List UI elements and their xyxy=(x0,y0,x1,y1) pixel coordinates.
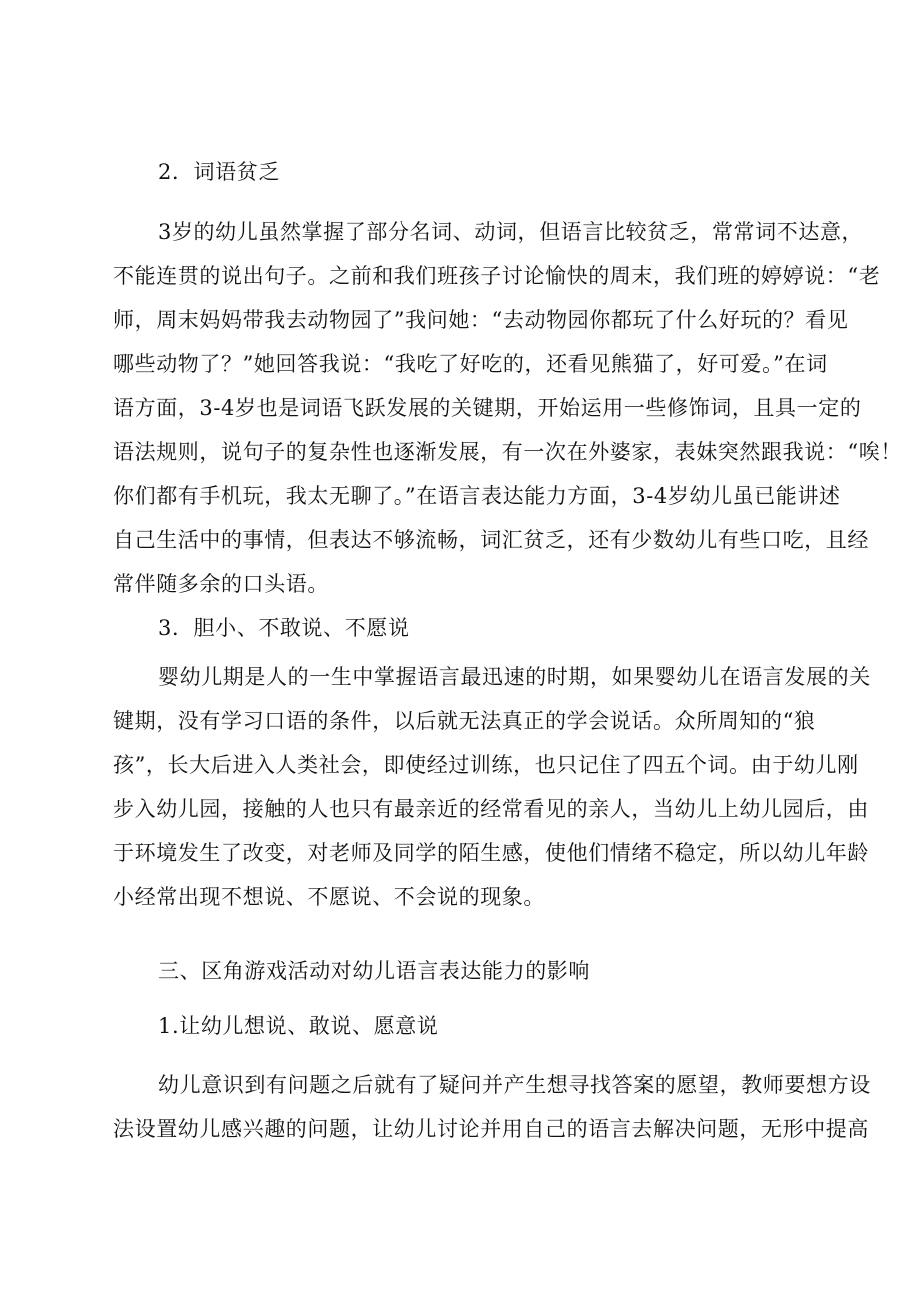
subsection-heading-willing: 1.让幼儿想说、敢说、愿意说 xyxy=(158,1014,439,1038)
paragraph-line: 小经常出现不想说、不愿说、不会说的现象。 xyxy=(113,885,545,909)
paragraph-line: 哪些动物了？”她回答我说：“我吃了好吃的，还看见熊猫了，好可爱。”在词 xyxy=(113,352,828,376)
paragraph-line: 步入幼儿园，接触的人也只有最亲近的经常看见的亲人，当幼儿上幼儿园后，由 xyxy=(113,797,869,821)
paragraph-line: 语法规则，说句子的复杂性也逐渐发展，有一次在外婆家，表妹突然跟我说：“唉！ xyxy=(113,440,902,464)
paragraph-line: 孩”，长大后进入人类社会，即使经过训练，也只记住了四五个词。由于幼儿刚 xyxy=(113,753,859,777)
paragraph-line: 于环境发生了改变，对老师及同学的陌生感，使他们情绪不稳定，所以幼儿年龄 xyxy=(113,841,869,865)
paragraph-line: 法设置幼儿感兴趣的问题，让幼儿讨论并用自己的语言去解决问题，无形中提高 xyxy=(113,1117,869,1141)
paragraph-line: 你们都有手机玩，我太无聊了。”在语言表达能力方面，3-4岁幼儿虽已能讲述 xyxy=(113,484,841,508)
section-heading-vocabulary: 2．词语贫乏 xyxy=(158,160,280,184)
paragraph-line: 键期，没有学习口语的条件，以后就无法真正的学会说话。众所周知的“狼 xyxy=(113,709,816,733)
paragraph-line: 幼儿意识到有问题之后就有了疑问并产生想寻找答案的愿望，教师要想方设 xyxy=(158,1073,871,1097)
paragraph-line: 婴幼儿期是人的一生中掌握语言最迅速的时期，如果婴幼儿在语言发展的关 xyxy=(158,665,871,689)
paragraph-line: 语方面，3-4岁也是词语飞跃发展的关键期，开始运用一些修饰词，且具一定的 xyxy=(113,396,862,420)
chapter-heading-influence: 三、区角游戏活动对幼儿语言表达能力的影响 xyxy=(158,959,590,983)
paragraph-line: 3岁的幼儿虽然掌握了部分名词、动词，但语言比较贫乏，常常词不达意， xyxy=(158,220,864,244)
paragraph-line: 自己生活中的事情，但表达不够流畅，词汇贫乏，还有少数幼儿有些口吃，且经 xyxy=(113,528,869,552)
section-heading-timid: 3．胆小、不敢说、不愿说 xyxy=(158,616,410,640)
paragraph-line: 师，周末妈妈带我去动物园了”我问她：“去动物园你都玩了什么好玩的？看见 xyxy=(113,308,849,332)
paragraph-line: 常伴随多余的口头语。 xyxy=(113,572,329,596)
paragraph-line: 不能连贯的说出句子。之前和我们班孩子讨论愉快的周末，我们班的婷婷说：“老 xyxy=(113,264,881,288)
